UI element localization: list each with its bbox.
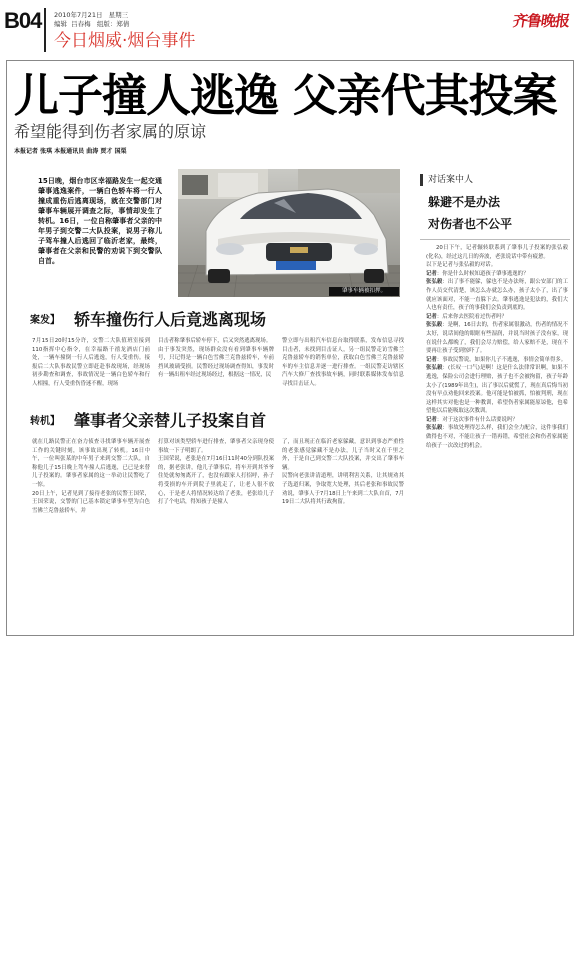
qa-item: 记者：你是什么时候知道孩子肇事逃逸的？ <box>426 270 529 277</box>
text-column: 目击者称肇事后轿车停下，后又突然逃离现场。 由于事发突然，现场群众没有看到肇事车辆牌号，只记得是一辆白色雪佛兰克鲁兹轿车，车前挡风玻璃受损。民警经过现场调查得知，事发时有一辆出租车经过现场经过，根据这一情况，民 <box>158 338 274 379</box>
qa-item: 记者：后来你去医院看过伤者吗？ <box>426 313 507 320</box>
text-column: 打算对该类型轿车进行排查，肇事者父亲现身使事故一下子明朗了。 王国荣说，老张是在7月16日11时40分到队投案的，据老张讲，他儿子肇事后，将车开到其爷爷住处就匆匆离开了，也没有跟家人打招呼，孙子将受损的车开到院子里就走了，让老人很不放心，于是老人将情况转达给了老张，老张给儿子打了个电话，得知孩子是撞人 <box>158 439 274 506</box>
qa-speaker: 记者 <box>426 270 437 277</box>
sidebar-interview <box>426 244 568 520</box>
qa-text: 事故民警说，如果你儿子不逃逸，事情会简单得多。 <box>442 356 567 363</box>
date-line: 2010年7月21日 星期三 <box>54 11 129 19</box>
masthead-divider <box>44 8 46 52</box>
section-header <box>30 408 266 430</box>
qa-speaker: 记者 <box>426 356 437 363</box>
qa-item: 张弘毅：事故处理得怎么样，我们会全力配合，这件事我们做得也不对，不能让孩子一错再错，希望社会和伤者家属能给孩子一次改过的机会。 <box>426 425 568 449</box>
qa-speaker: 记者 <box>426 313 437 320</box>
paper-logo: 齐鲁晚报 <box>511 12 571 30</box>
lead-paragraph: 15日晚，烟台市区幸福路发生一起交通肇事逃逸案件，一辆白色轿车将一行人撞成重伤后逃离现场，就在交警部门对肇事车辆展开调查之际，事情却发生了转机。16日，一位自称肇事者父亲的中年男子到交警二大队投案，说男子称儿子驾车撞人后逃回了临沂老家，最终，肇事者在父亲和民警的劝说下到交警队自首。 <box>38 177 162 265</box>
qa-text: 出了事不能躲，躲也不是办法呀，跟公安部门的工作人员交代清楚，该怎么办就怎么办，孩子太小了，出了事就应该面对，不能一直躲下去。肇事逃逸是犯法的，我们大人也有责任，孩子的事我们会负责到底的。 <box>426 279 568 312</box>
qa-item: 张弘毅：(长叹一口气)是啊！这是什么法律常识啊，如果不逃逸，保险公司会进行理赔，孩子也不会被拘留，孩子年龄太小了(1989年出生)，出了事以后就慌了，现在真后悔当初没有早点劝他回来投案。他可能是怕被抓，怕被判刑，现在这样其实对他也是一种教训，希望伤者家属能原谅他，也希望他以后能吸取这次教训。 <box>426 365 568 415</box>
text-column: 了，而且现正在临沂老家躲藏，意识到事态严重性的老张感觉躲藏不是办法，儿子当时又在千里之外，于是自己到交警二大队投案，并交出了肇事车辆。 民警向老张讲清道理，讲明利害关系，让其规劝其子选道归案，争取宽大处理，其后老张和事故民警劝说，肇事人于7月18日上午来到二大队自首，7月19日二大队将其行政拘留。 <box>282 439 404 506</box>
qa-speaker: 张弘毅 <box>426 322 443 329</box>
qa-text: 你是什么时候知道孩子肇事逃逸的？ <box>442 270 529 277</box>
section-heading: 轿车撞伤行人后竟逃离现场 <box>74 309 267 329</box>
qa-speaker: 记者 <box>426 416 437 423</box>
section-header <box>30 307 266 329</box>
sidebar-intro: 20日下午，记者辗转联系到了肇事儿子投案的张弘毅(化名)，经过这几日的奔波，老张说话中带有疲惫。 以下是记者与张弘毅的对话。 <box>426 245 568 269</box>
car-illustration <box>178 169 400 297</box>
sidebar-subtitle: 对伤者也不公平 <box>428 217 513 231</box>
qa-speaker: 张弘毅 <box>426 425 443 432</box>
text-column: 就在几路民警正在奋力侦查寻找肇事车辆开展查工作的关键时刻，该事故出现了转机。16日中午，一位叫张某的中年男子来到交警二大队，自称他儿子15日晚上驾车撞人后逃逸，已已是来替儿子投案的。肇事者家属的这一举动让民警吃了一惊。 20日上午，记者见到了接待老张的民警王国荣，王国荣说，交警的门已基本锁定肇事车型为白色雪佛兰克鲁兹轿车，并 <box>32 439 150 514</box>
sidebar-kicker: 对话案中人 <box>428 175 474 185</box>
sidebar-divider <box>420 239 570 240</box>
section-heading: 肇事者父亲替儿子投案自首 <box>74 410 267 430</box>
qa-item: 张弘毅：是啊，16日去的，伤者家属很激动，伤者的情况不太好，说话间他的眼眶有些湿润，并说当时孩子没有家，现在说什么都晚了，我们会尽力赔偿，给人家赔不是，现在不要再让孩子受到惊吓了。 <box>426 322 568 355</box>
section-tag: 案发】 <box>30 314 60 326</box>
section-title: 今日烟威·烟台事件 <box>54 31 196 51</box>
byline: 本报记者 张琪 本报通讯员 曲涛 贾才 国栗 <box>14 148 127 155</box>
qa-text: 对于这次事件有什么话要说吗？ <box>442 416 518 423</box>
subheadline: 希望能得到伤者家属的原谅 <box>14 122 207 141</box>
car-photo <box>178 169 400 297</box>
qa-text: 后来你去医院看过伤者吗？ <box>442 313 507 320</box>
photo-caption: 肇事车辆被扣押。 <box>329 287 399 296</box>
qa-item: 张弘毅：出了事不能躲，躲也不是办法呀，跟公安部门的工作人员交代清楚，该怎么办就怎么办，孩子太小了，出了事就应该面对，不能一直躲下去。肇事逃逸是犯法的，我们大人也有责任，孩子的事我们会负责到底的。 <box>426 279 568 312</box>
qa-text: 事故处理得怎么样，我们会全力配合，这件事我们做得也不对，不能让孩子一错再错，希望社会和伤者家属能给孩子一次改过的机会。 <box>426 425 568 449</box>
page-number: B04 <box>4 8 42 33</box>
qa-speaker: 张弘毅 <box>426 365 443 372</box>
qa-speaker: 张弘毅 <box>426 279 443 286</box>
sidebar-marker <box>420 174 423 186</box>
qa-text: (长叹一口气)是啊！这是什么法律常识啊，如果不逃逸，保险公司会进行理赔，孩子也不会被拘留，孩子年龄太小了(1989年出生)，出了事以后就慌了，现在真后悔当初没有早点劝他回来投案。他可能是怕被抓，怕被判刑，现在这样其实对他也是一种教训，希望伤者家属能原谅他，也希望他以后能吸取这次教训。 <box>426 365 568 415</box>
qa-item: 记者：事故民警说，如果你儿子不逃逸，事情会简单得多。 <box>426 356 567 363</box>
headline: 儿子撞人逃逸 父亲代其投案 <box>14 69 557 122</box>
sidebar-title: 躲避不是办法 <box>428 195 501 209</box>
qa-item: 记者：对于这次事件有什么话要说吗？ <box>426 416 518 423</box>
text-column: 警立即与出租汽车信息台取得联系，发布信息寻找目击者，未找到目击证人，另一组民警走访雪佛兰克鲁兹轿车的销售单位，获取白色雪佛兰克鲁兹轿车的车主信息并逐一进行排查。一组民警走访辖区汽车大修厂查找事故车辆，同时联系媒体发布信息寻找目击证人。 <box>282 338 404 387</box>
editor-line: 编辑 吕春梅 组版：郑倩 <box>54 20 130 28</box>
qa-text: 是啊，16日去的，伤者家属很激动，伤者的情况不太好，说话间他的眼眶有些湿润，并说当时孩子没有家，现在说什么都晚了，我们会尽力赔偿，给人家赔不是，现在不要再让孩子受到惊吓了。 <box>426 322 568 355</box>
section-tag: 转机】 <box>30 415 60 427</box>
text-column: 7月15日20时15分许，交警二大队值班室接到110指挥中心指令，在幸福路千禧龙酒店门前处，一辆车撞倒一行人后逃逸，行人受重伤。接报后二大队事故民警立即赶赴事故现场，经现场初步勘查和调查，事故情况是一辆白色轿车和行人相撞，行人受重伤昏迷不醒，现场 <box>32 338 150 387</box>
